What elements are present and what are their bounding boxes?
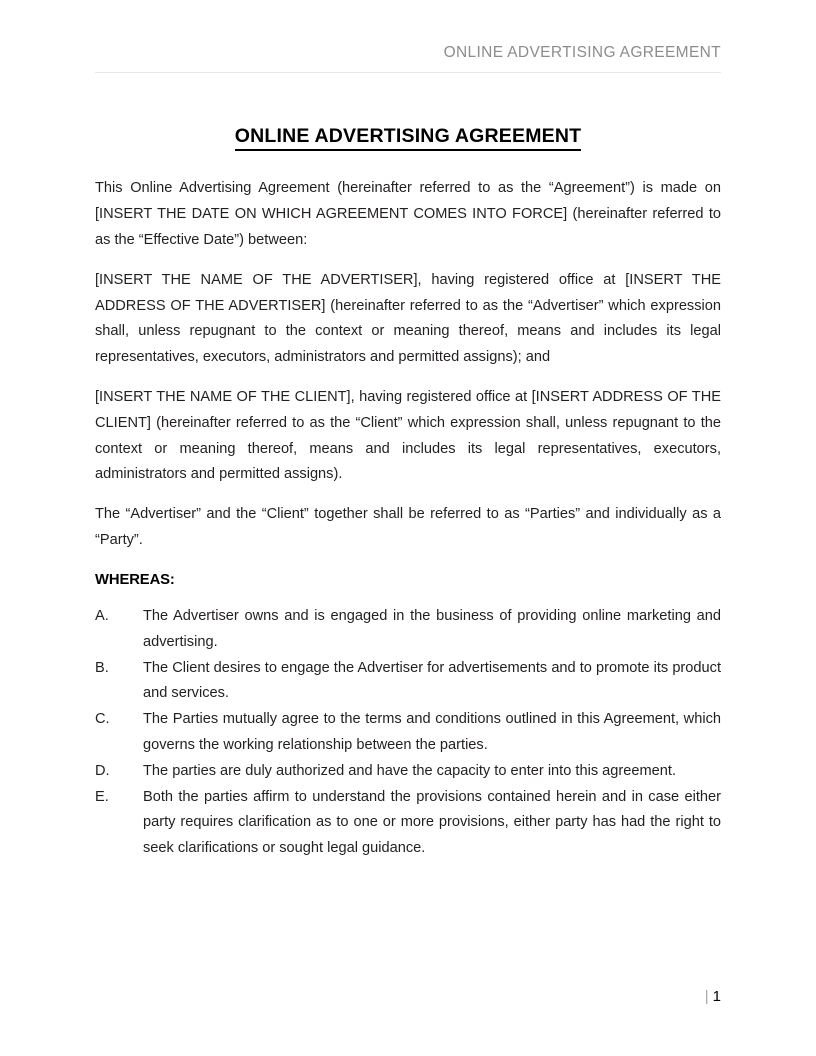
list-item-text: The Parties mutually agree to the terms and conditions outlined in this Agreement, which governs the working relationship between the parties. bbox=[143, 711, 721, 753]
document-body bbox=[95, 100, 721, 862]
footer-separator: | bbox=[704, 988, 709, 1005]
paragraph-advertiser: [INSERT THE NAME OF THE ADVERTISER], having registered office at [INSERT THE ADDRESS OF THE ADVERTISER] (hereinafter referred to as the “Advertiser” which expression shall, unless repugnant to the context or meaning thereof, means and includes its legal representatives, executors, administrators and permitted assigns); and bbox=[95, 271, 721, 366]
list-item-text: The Client desires to engage the Advertiser for advertisements and to promote its product and services. bbox=[143, 659, 721, 702]
list-item bbox=[95, 759, 721, 785]
list-item-text: The Advertiser owns and is engaged in the business of providing online marketing and advertising. bbox=[143, 607, 721, 650]
list-item-marker: E. bbox=[95, 788, 109, 805]
list-item bbox=[95, 785, 721, 862]
header-divider bbox=[95, 72, 721, 73]
paragraph-parties: The “Advertiser” and the “Client” together shall be referred to as “Parties” and individually as a “Party”. bbox=[95, 506, 721, 548]
page-number: 1 bbox=[712, 988, 721, 1005]
whereas-heading: WHEREAS: bbox=[95, 571, 175, 588]
page-footer bbox=[95, 988, 721, 1006]
list-item-marker: C. bbox=[95, 711, 110, 728]
list-item-text: The parties are duly authorized and have the capacity to enter into this agreement. bbox=[143, 762, 676, 779]
list-item-marker: B. bbox=[95, 659, 109, 676]
page-title-text: ONLINE ADVERTISING AGREEMENT bbox=[235, 124, 582, 151]
paragraph-recital-1: This Online Advertising Agreement (hereinafter referred to as the “Agreement”) is made on [INSERT THE DATE ON WHICH AGREEMENT COMES INTO FORCE] (hereinafter referred to as the “Effective Date”) between: bbox=[95, 180, 721, 248]
page-header bbox=[95, 44, 721, 63]
page-title bbox=[95, 100, 721, 151]
list-item-marker: A. bbox=[95, 607, 109, 624]
list-item bbox=[95, 707, 721, 759]
list-item-marker: D. bbox=[95, 762, 110, 779]
running-header-title: ONLINE ADVERTISING AGREEMENT bbox=[443, 44, 721, 61]
list-item-text: Both the parties affirm to understand the provisions contained herein and in case either party requires clarification as to one or more provisions, either party has had the right to seek clarifications or sought legal guidance. bbox=[143, 788, 721, 857]
paragraph-client: [INSERT THE NAME OF THE CLIENT], having registered office at [INSERT ADDRESS OF THE CLIENT] (hereinafter referred to as the “Client” which expression shall, unless repugnant to the context or meaning thereof, means and includes its legal representatives, executors, administrators and permitted assigns). bbox=[95, 388, 721, 483]
whereas-list bbox=[95, 604, 721, 862]
list-item bbox=[95, 604, 721, 656]
list-item bbox=[95, 656, 721, 708]
